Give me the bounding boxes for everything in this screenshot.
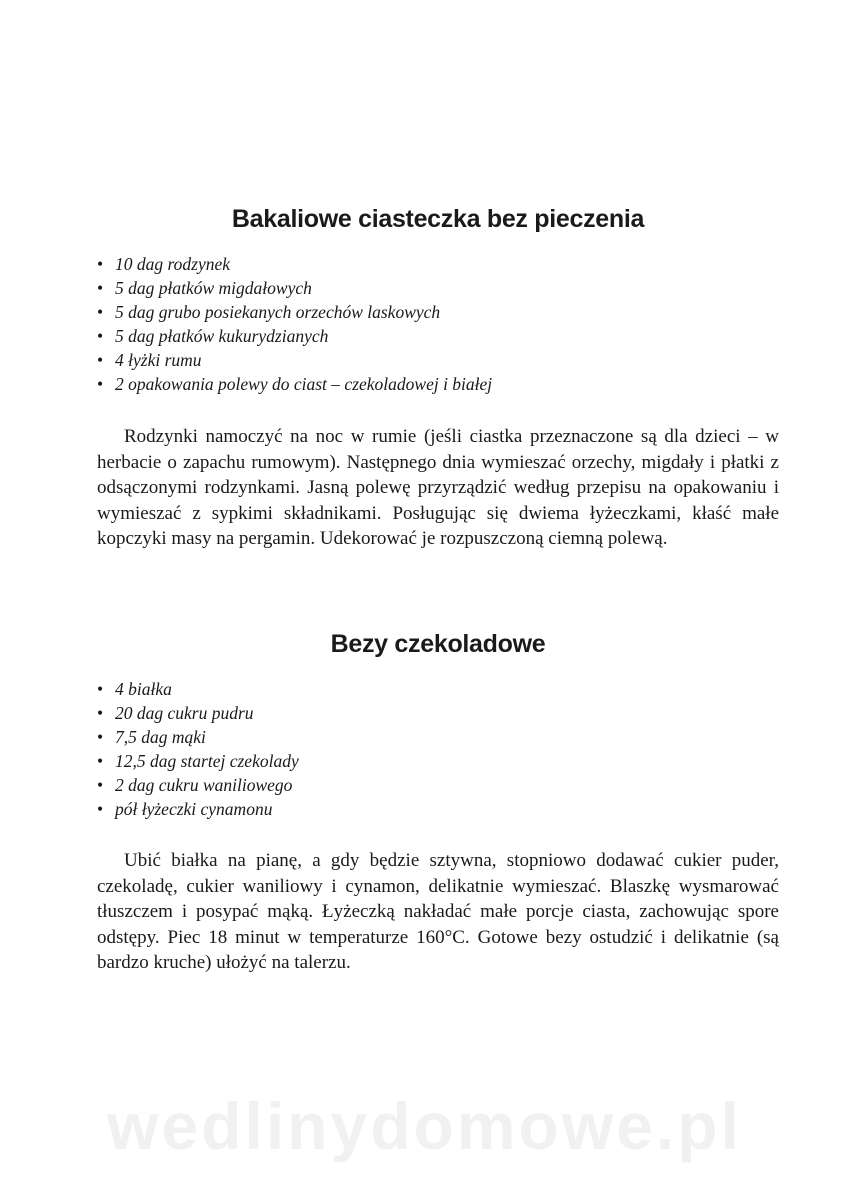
ingredient-item [97,300,779,324]
ingredient-text: 20 dag cukru pudru [115,703,254,723]
bullet-icon: • [97,775,104,795]
ingredient-item [97,252,779,276]
ingredient-text: 4 łyżki rumu [115,350,202,370]
bullet-icon: • [97,254,104,274]
ingredient-text: 5 dag grubo posiekanych orzechów laskowych [115,302,441,322]
ingredient-text: 10 dag rodzynek [115,254,231,274]
ingredient-text: 5 dag płatków kukurydzianych [115,326,329,346]
ingredient-item [97,725,779,749]
ingredient-item [97,701,779,725]
ingredient-item [97,677,779,701]
ingredient-text: 12,5 dag startej czekolady [115,751,299,771]
bullet-icon: • [97,350,104,370]
ingredient-text: 2 opakowania polewy do ciast – czekoladowej i białej [115,374,493,394]
recipe-instructions: Ubić białka na pianę, a gdy będzie sztywna, stopniowo dodawać cukier puder, czekoladę, cukier waniliowy i cynamon, delikatnie wymieszać. Blaszkę wysmarować tłuszczem i posypać mąką. Łyżeczką nakładać małe porcje ciasta, zachowując spore odstępy. Piec 18 minut w temperaturze 160°C. Gotowe bezy ostudzić i delikatnie (są bardzo kruche) ułożyć na talerzu. [97,850,779,973]
ingredient-text: 7,5 dag mąki [115,727,206,747]
recipe-bakaliowe-ciasteczka [97,205,779,552]
ingredient-item [97,773,779,797]
recipe-title: Bakaliowe ciasteczka bez pieczenia [231,205,645,233]
bullet-icon: • [97,751,104,771]
ingredient-item [97,372,779,396]
ingredient-item [97,348,779,372]
bullet-icon: • [97,326,104,346]
ingredient-item [97,749,779,773]
ingredient-item [97,324,779,348]
ingredient-list [97,677,779,821]
recipe-instructions: Rodzynki namoczyć na noc w rumie (jeśli ciastka przeznaczone są dla dzieci – w herbacie o zapachu rumowym). Następnego dnia wymieszać orzechy, migdały i płatki z odsączonymi rodzynkami. Jasną polewę przyrządzić według przepisu na opakowaniu i wymieszać z sypkimi składnikami. Posługując się dwiema łyżeczkami, kłaść małe kopczyki masy na pergamin. Udekorować je rozpuszczoną ciemną polewą. [97,426,779,549]
ingredient-item [97,276,779,300]
recipe-title: Bezy czekoladowe [330,630,546,658]
ingredient-list [97,252,779,396]
bullet-icon: • [97,374,104,394]
bullet-icon: • [97,278,104,298]
ingredient-text: 4 białka [115,679,172,699]
watermark-text: wedlinydomowe.pl [107,1089,742,1163]
bullet-icon: • [97,799,104,819]
bullet-icon: • [97,727,104,747]
bullet-icon: • [97,679,104,699]
recipe-bezy-czekoladowe [97,630,779,976]
bullet-icon: • [97,703,104,723]
ingredient-text: 2 dag cukru waniliowego [115,775,293,795]
ingredient-item [97,797,779,821]
ingredient-text: 5 dag płatków migdałowych [115,278,312,298]
bullet-icon: • [97,302,104,322]
ingredient-text: pół łyżeczki cynamonu [115,799,273,819]
